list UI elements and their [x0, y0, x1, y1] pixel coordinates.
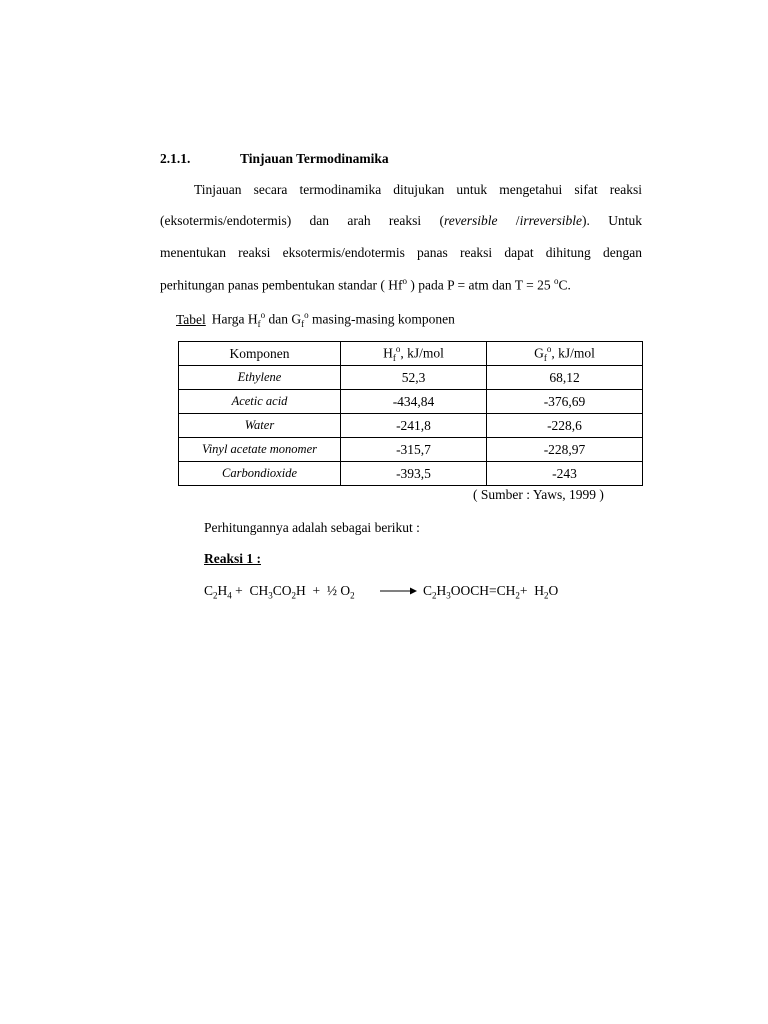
paragraph-line-1: Tinjauan secara termodinamika ditujukan untuk mengetahui sifat reaksi	[194, 182, 642, 197]
header-hf: $H_f^o$, kJ/mol	[341, 342, 487, 366]
paragraph-line-2: (eksotermis/endotermis) dan arah reaksi (reversible /irreversible). Untuk	[160, 213, 642, 228]
cell-komponen: Ethylene	[179, 366, 341, 390]
cell-hf: -434,84	[341, 390, 487, 414]
cell-komponen: Water	[179, 414, 341, 438]
table-row	[179, 462, 643, 486]
header-gf: $G_f^o$, kJ/mol	[487, 342, 643, 366]
table-header-row	[179, 342, 643, 366]
reaction-arrow-icon	[380, 583, 418, 599]
cell-hf: -315,7	[341, 438, 487, 462]
cell-gf: 68,12	[487, 366, 643, 390]
table-row	[179, 390, 643, 414]
calculation-intro: Perhitungannya adalah sebagai berikut :	[204, 520, 420, 535]
cell-hf: 52,3	[341, 366, 487, 390]
reaction-reactants: $C_2H_4 + CH_3CO_2H$ + ½ $O_2$	[204, 583, 355, 601]
table-row	[179, 366, 643, 390]
reaction-products: $C_2H_3OOCH=CH_2+ H_2O$	[423, 583, 559, 601]
cell-gf: -228,97	[487, 438, 643, 462]
table-source: ( Sumber : Yaws, 1999 )	[473, 487, 604, 502]
reaction-title: Reaksi 1 :	[204, 551, 261, 566]
section-heading	[160, 151, 389, 167]
cell-gf: -228,6	[487, 414, 643, 438]
cell-hf: -241,8	[341, 414, 487, 438]
cell-komponen: Acetic acid	[179, 390, 341, 414]
cell-hf: -393,5	[341, 462, 487, 486]
header-komponen: Komponen	[179, 342, 341, 366]
thermo-table	[178, 341, 643, 486]
cell-gf: -376,69	[487, 390, 643, 414]
table-row	[179, 438, 643, 462]
table-caption-label: Tabel	[176, 311, 206, 327]
table-caption: Tabel Harga $H_f^o$ dan $G_f^o$ masing-masing komponen	[176, 310, 455, 330]
cell-gf: -243	[487, 462, 643, 486]
table-row	[179, 414, 643, 438]
cell-komponen: Carbondioxide	[179, 462, 341, 486]
section-number: 2.1.1.	[160, 151, 191, 166]
section-title: Tinjauan Termodinamika	[240, 151, 389, 166]
paragraph-line-3: menentukan reaksi eksotermis/endotermis panas reaksi dapat dihitung dengan	[160, 245, 642, 260]
cell-komponen: Vinyl acetate monomer	[179, 438, 341, 462]
paragraph-line-4: perhitungan panas pembentukan standar ( Hf$^o$ ) pada P = atm dan T = 25 $^o$C.	[160, 276, 571, 293]
